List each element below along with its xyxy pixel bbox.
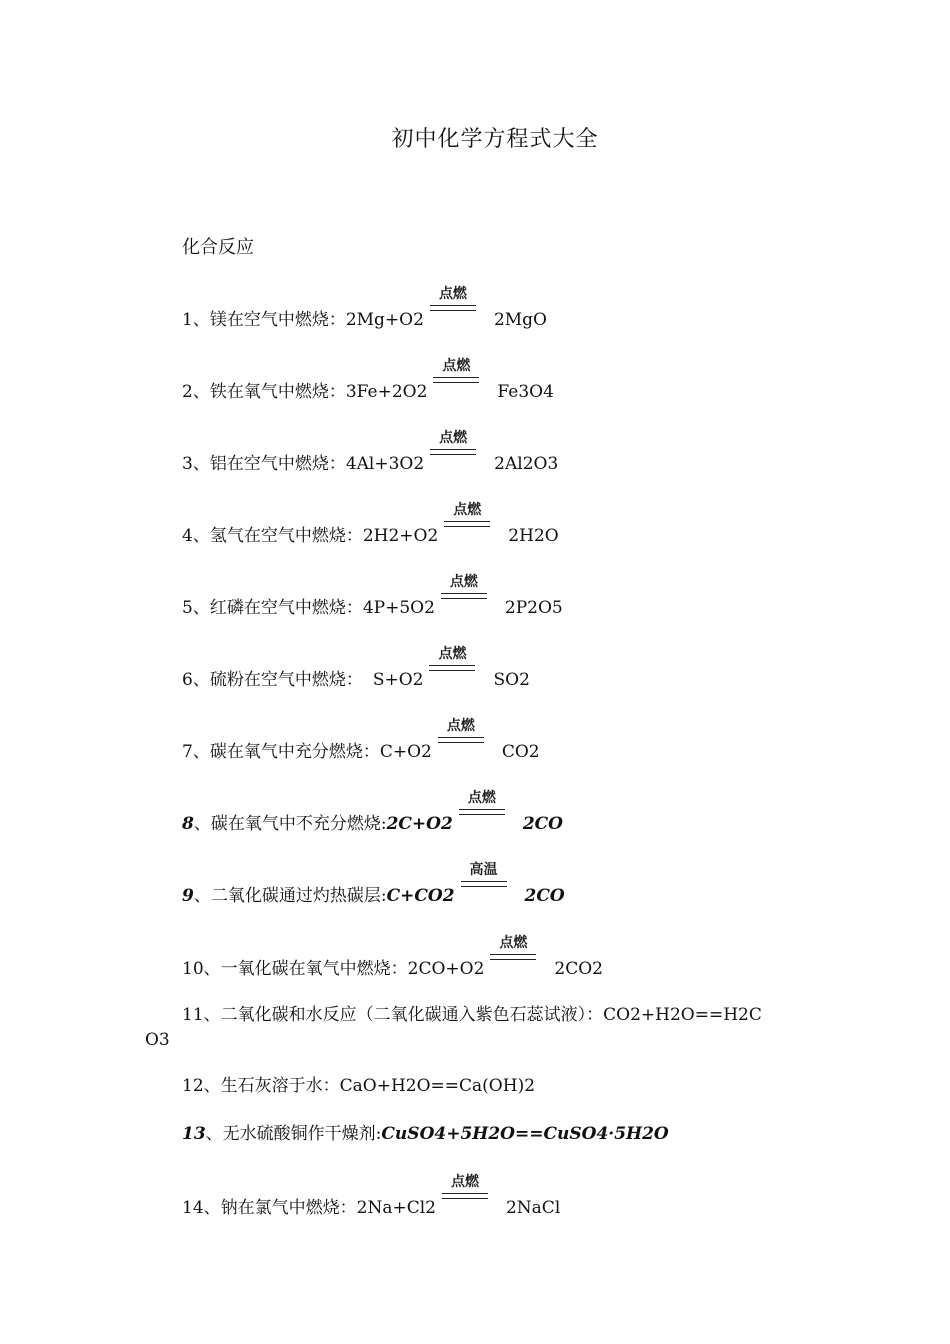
equation-line xyxy=(182,1174,561,1219)
condition-label: 点燃 xyxy=(467,790,496,806)
equation-line xyxy=(182,358,554,403)
equation-number: 4 xyxy=(182,526,193,546)
equation-products: 2P2O5 xyxy=(504,598,563,618)
condition-label: 点燃 xyxy=(439,430,468,446)
equation-reactants: 4P+5O2 xyxy=(362,598,435,618)
condition-label: 点燃 xyxy=(449,574,478,590)
equation-line xyxy=(182,718,540,763)
condition-label: 点燃 xyxy=(446,718,475,734)
equation-line xyxy=(182,862,565,907)
equation-number: 6 xyxy=(182,670,193,690)
equation-number: 10 xyxy=(182,959,204,979)
equation-products: 2H2O xyxy=(508,526,559,546)
equation-formula: CuSO4+5H2O==CuSO4·5H2O xyxy=(381,1124,669,1144)
equation-description: 、碳在氧气中不充分燃烧: xyxy=(193,814,387,834)
equation-line xyxy=(182,574,563,619)
equation-description: 、红磷在空气中燃烧： xyxy=(192,598,363,618)
equation-line xyxy=(182,502,559,547)
equation-wrap-continuation: O3 xyxy=(145,1030,170,1050)
equation-products: 2NaCl xyxy=(505,1198,561,1218)
equation-products: CO2 xyxy=(501,742,540,762)
equation-reactants: 3Fe+2O2 xyxy=(345,382,428,402)
equation-number: 14 xyxy=(182,1198,204,1218)
equation-description: 、铁在氧气中燃烧： xyxy=(192,382,346,402)
document-title: 初中化学方程式大全 xyxy=(391,127,599,152)
equals-sign xyxy=(433,377,479,383)
condition-label: 点燃 xyxy=(438,286,467,302)
equation-reactants: S+O2 xyxy=(372,670,424,690)
equation-number: 3 xyxy=(182,454,193,474)
reaction-condition xyxy=(441,574,487,613)
equals-sign xyxy=(430,305,476,311)
equation-reactants: 2Mg+O2 xyxy=(345,310,424,330)
reaction-condition xyxy=(442,1174,488,1213)
equation-description: 、镁在空气中燃烧： xyxy=(192,310,346,330)
equation-line xyxy=(182,430,559,475)
section-heading: 化合反应 xyxy=(182,237,254,258)
reaction-condition xyxy=(430,286,476,325)
equation-line xyxy=(182,1075,535,1097)
reaction-condition xyxy=(430,430,476,469)
equation-number: 9 xyxy=(182,886,194,906)
equation-description: 、铝在空气中燃烧： xyxy=(192,454,346,474)
reaction-condition xyxy=(444,502,490,541)
equation-line xyxy=(182,1123,669,1145)
equals-sign xyxy=(430,449,476,455)
equals-sign xyxy=(441,593,487,599)
equation-reactants: 2C+O2 xyxy=(386,814,453,834)
equation-reactants: CO2+H2O==H2C xyxy=(603,1005,762,1025)
equation-description: 、二氧化碳通过灼热碳层: xyxy=(193,886,387,906)
equation-formula: CaO+H2O==Ca(OH)2 xyxy=(339,1076,536,1096)
reaction-condition xyxy=(438,718,484,757)
condition-label: 点燃 xyxy=(499,935,528,951)
equation-products: SO2 xyxy=(493,670,530,690)
condition-label: 点燃 xyxy=(442,358,471,374)
equation-number: 11 xyxy=(182,1005,204,1025)
equation-number: 5 xyxy=(182,598,193,618)
equation-number: 13 xyxy=(182,1124,206,1144)
reaction-condition xyxy=(433,358,479,397)
equation-reactants: 2H2+O2 xyxy=(362,526,439,546)
equation-line xyxy=(182,1004,762,1026)
equation-reactants: 4Al+3O2 xyxy=(345,454,425,474)
equation-description: 、二氧化碳和水反应（二氧化碳通入紫色石蕊试液）： xyxy=(203,1005,604,1025)
equation-description: 、钠在氯气中燃烧： xyxy=(203,1198,357,1218)
condition-label: 点燃 xyxy=(453,502,482,518)
equation-line xyxy=(182,646,530,691)
equation-number: 7 xyxy=(182,742,193,762)
equals-sign xyxy=(461,881,507,887)
equation-reactants: 2CO+O2 xyxy=(407,959,485,979)
equation-number: 12 xyxy=(182,1076,204,1096)
equation-description: 、碳在氧气中充分燃烧： xyxy=(192,742,380,762)
equals-sign xyxy=(442,1193,488,1199)
equation-products: 2CO2 xyxy=(554,959,603,979)
equation-reactants: 2Na+Cl2 xyxy=(356,1198,436,1218)
equation-line xyxy=(182,790,563,835)
equals-sign xyxy=(438,737,484,743)
equation-description: 、生石灰溶于水： xyxy=(203,1076,340,1096)
equation-number: 1 xyxy=(182,310,193,330)
equals-sign xyxy=(459,809,505,815)
equation-number: 8 xyxy=(182,814,194,834)
equation-products: 2MgO xyxy=(493,310,547,330)
equation-products: 2CO xyxy=(524,886,565,906)
equation-description: 、氢气在空气中燃烧： xyxy=(192,526,363,546)
reaction-condition xyxy=(459,790,505,829)
equation-number: 2 xyxy=(182,382,193,402)
condition-label: 高温 xyxy=(469,862,498,878)
equation-products: 2CO xyxy=(522,814,563,834)
equation-description: 、硫粉在空气中燃烧： xyxy=(192,670,363,690)
reaction-condition xyxy=(429,646,475,685)
equation-line xyxy=(182,286,547,331)
condition-label: 点燃 xyxy=(450,1174,479,1190)
equals-sign xyxy=(490,954,536,960)
equation-line xyxy=(182,935,603,980)
equation-reactants: C+O2 xyxy=(379,742,432,762)
equation-description: 、一氧化碳在氧气中燃烧： xyxy=(203,959,408,979)
reaction-condition xyxy=(490,935,536,974)
equals-sign xyxy=(429,665,475,671)
equals-sign xyxy=(444,521,490,527)
equation-description: 、无水硫酸铜作干燥剂: xyxy=(205,1124,382,1144)
equation-reactants: C+CO2 xyxy=(386,886,455,906)
condition-label: 点燃 xyxy=(438,646,467,662)
equation-products: Fe3O4 xyxy=(497,382,554,402)
reaction-condition xyxy=(461,862,507,901)
equation-products: 2Al2O3 xyxy=(494,454,559,474)
